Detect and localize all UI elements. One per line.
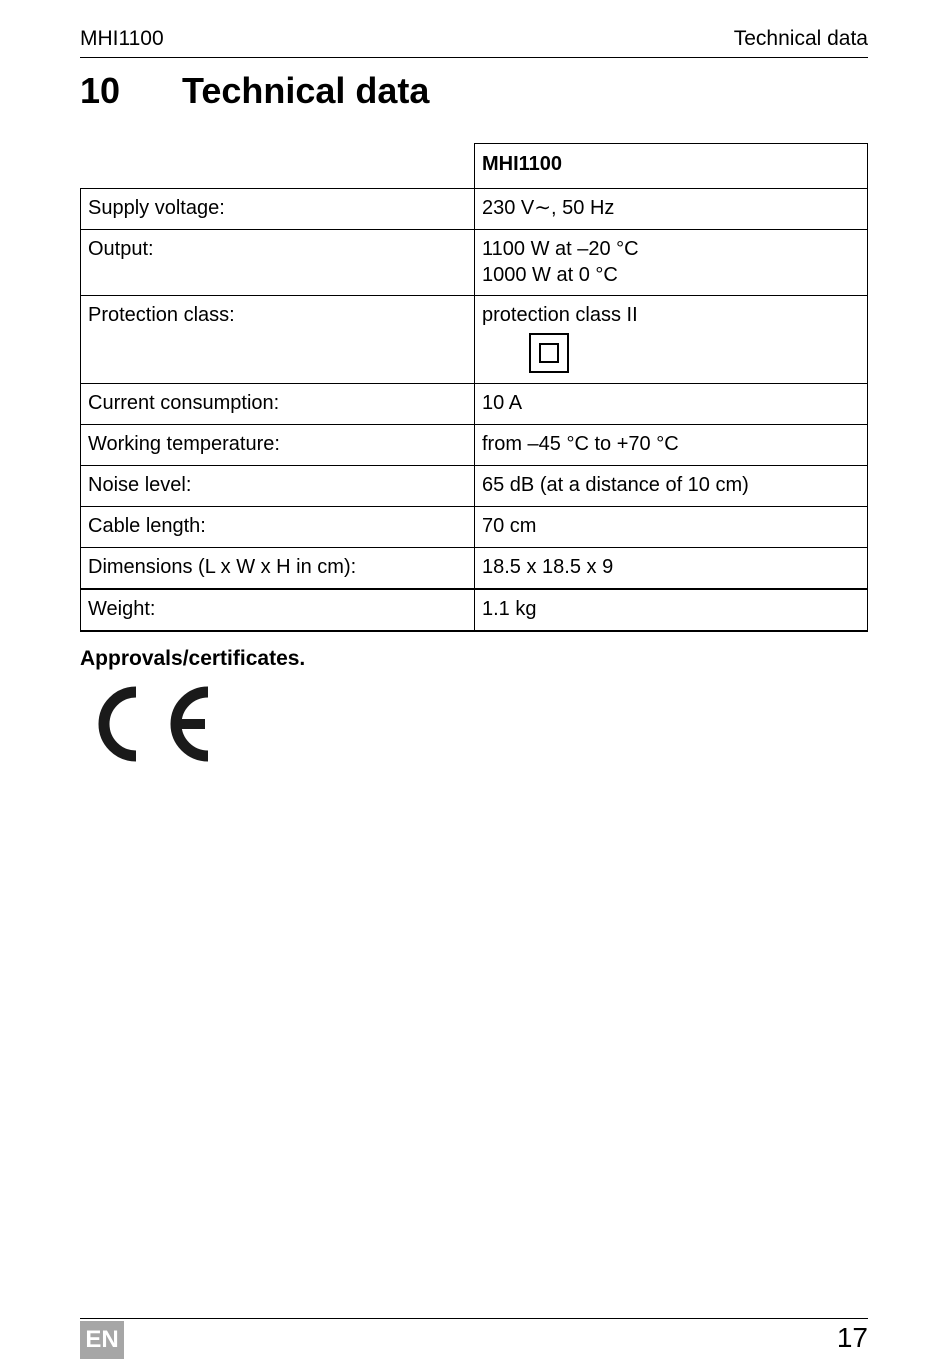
row-value: 230 V∼, 50 Hz [475, 189, 868, 230]
approvals-heading: Approvals/certificates. [80, 647, 306, 670]
page-number: 17 [836, 1322, 868, 1353]
table-row [81, 189, 868, 230]
row-value: 65 dB (at a distance of 10 cm) [475, 466, 868, 507]
table-row [81, 507, 868, 548]
row-label: Weight: [81, 589, 475, 631]
row-value: 70 cm [475, 507, 868, 548]
row-label: Working temperature: [81, 425, 475, 466]
output-line-1: 1100 W at –20 °C [482, 238, 639, 260]
table-row [81, 548, 868, 590]
chapter-number: 10 [80, 70, 121, 111]
table-header-empty-cell [81, 144, 475, 189]
row-label: Output: [81, 230, 475, 296]
table-row [81, 384, 868, 425]
row-label: Cable length: [81, 507, 475, 548]
row-label: Supply voltage: [81, 189, 475, 230]
protection-class-ii-icon [529, 333, 569, 373]
header-section: Technical data [733, 27, 868, 50]
protection-class-text: protection class II [482, 304, 638, 326]
header-model: MHI1100 [80, 27, 164, 50]
output-line-2: 1000 W at 0 °C [482, 264, 618, 286]
row-value: 1.1 kg [475, 589, 868, 631]
row-value: 18.5 x 18.5 x 9 [475, 548, 868, 590]
row-value [475, 230, 868, 296]
chapter-title: Technical data [182, 70, 430, 111]
technical-data-table [80, 143, 868, 632]
table-row [81, 230, 868, 296]
row-value: 10 A [475, 384, 868, 425]
ce-mark-icon [88, 680, 212, 768]
row-label: Current consumption: [81, 384, 475, 425]
running-header [80, 24, 868, 58]
table-row [81, 466, 868, 507]
row-value: from –45 °C to +70 °C [475, 425, 868, 466]
table-header-row [81, 144, 868, 189]
row-label: Dimensions (L x W x H in cm): [81, 548, 475, 590]
table-row [81, 589, 868, 631]
language-badge: EN [80, 1321, 124, 1359]
row-label: Noise level: [81, 466, 475, 507]
table-header-model: MHI1100 [475, 144, 868, 189]
table-row [81, 296, 868, 384]
table-row [81, 425, 868, 466]
row-value [475, 296, 868, 384]
row-label: Protection class: [81, 296, 475, 384]
footer-divider [80, 1318, 868, 1319]
